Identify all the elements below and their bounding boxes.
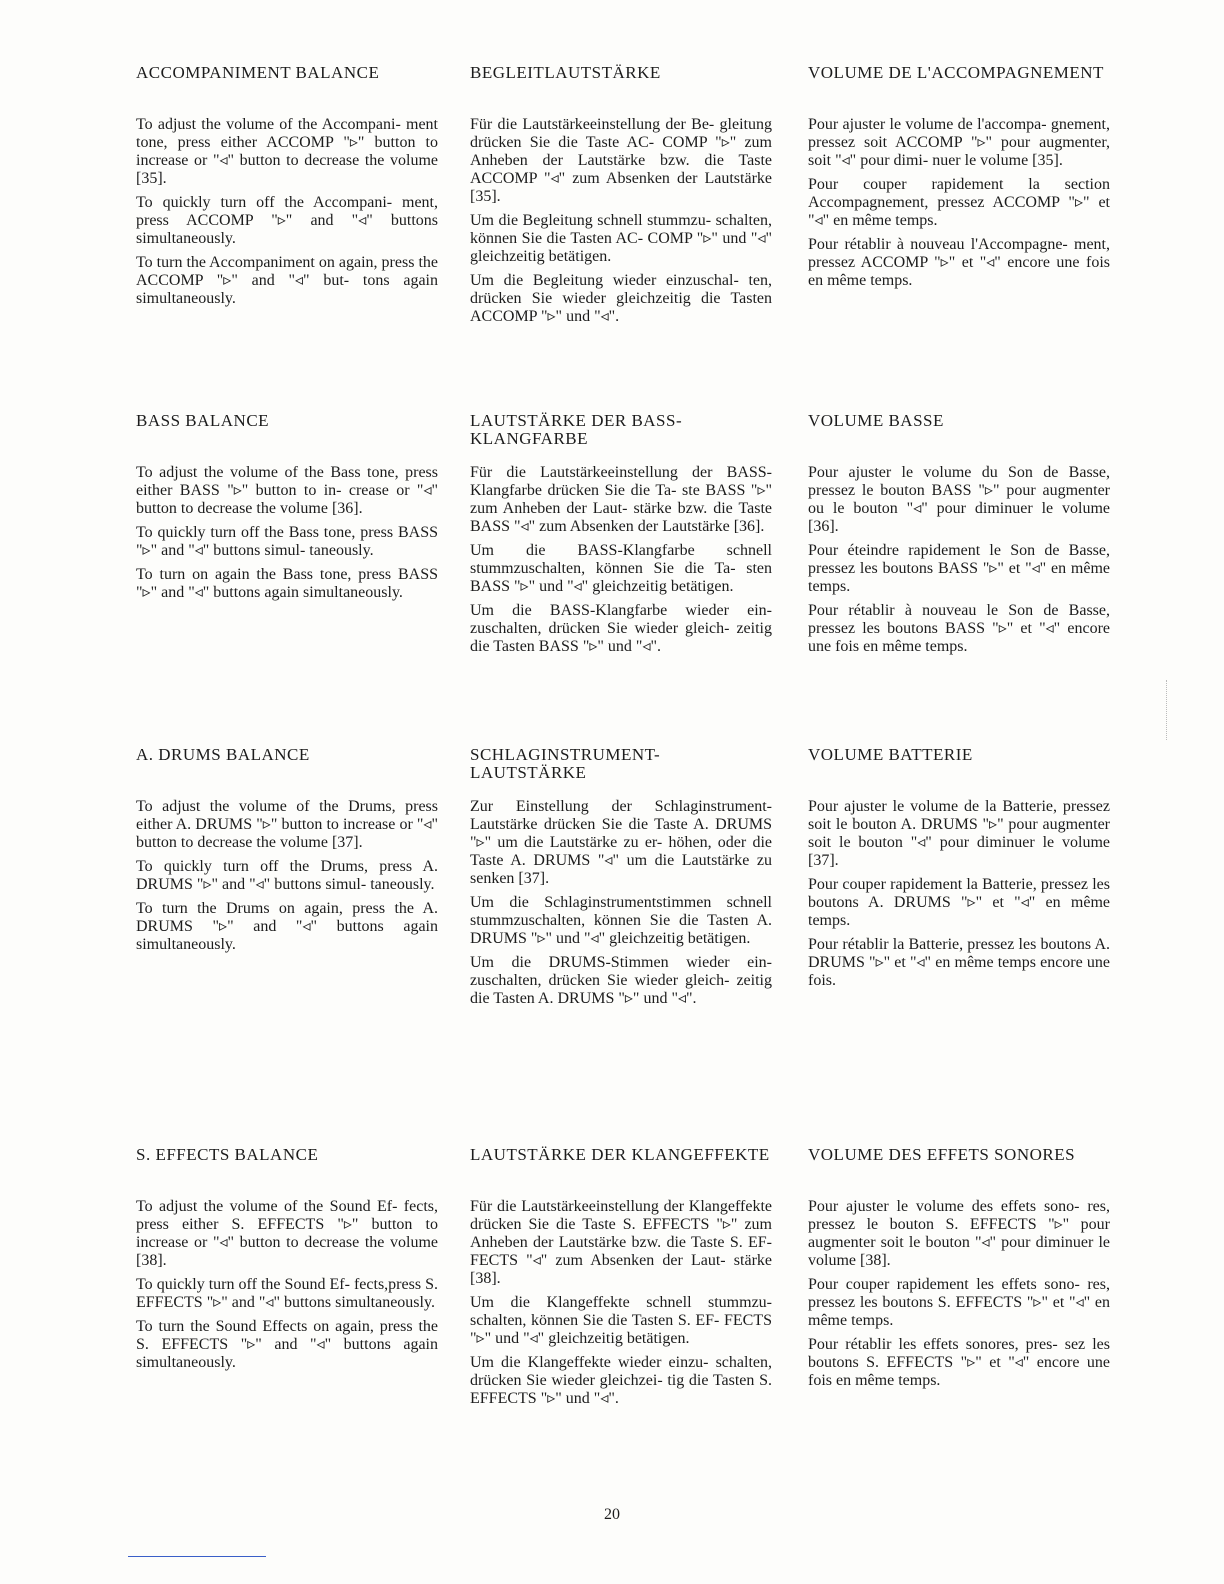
bass-balance-en — [136, 412, 438, 742]
section-heading: SCHLAGINSTRUMENT- LAUTSTÄRKE — [470, 745, 661, 782]
section-heading: BASS BALANCE — [136, 411, 270, 430]
section-heading: VOLUME BATTERIE — [808, 745, 973, 764]
paragraph: Um die DRUMS-Stimmen wieder ein- zuschalten, drücken Sie wieder gleich- zeitig die Tasten A. DRUMS "▹" und "◃". — [470, 954, 772, 1007]
scan-artifact — [1166, 680, 1169, 740]
paragraph: Um die Schlaginstrumentstimmen schnell stummzuschalten, können Sie die Tasten A. DRUMS "▹" und "◃" gleichzeitig betätigen. — [470, 894, 772, 947]
footer-rule — [128, 1556, 266, 1557]
paragraph: To turn the Sound Effects on again, press the S. EFFECTS "▹" and "◃" buttons again simultaneously. — [136, 1318, 438, 1371]
paragraph: To quickly turn off the Drums, press A. DRUMS "▹" and "◃" buttons simul- taneously. — [136, 858, 438, 893]
paragraph: Pour éteindre rapidement le Son de Basse, pressez les boutons BASS "▹" et "◃" en même temps. — [808, 542, 1110, 595]
section-heading: A. DRUMS BALANCE — [136, 745, 310, 764]
paragraph: Pour ajuster le volume des effets sono- res, pressez le bouton S. EFFECTS "▹" pour augmenter soit le bouton "◃" pour diminuer le volume [38]. — [808, 1198, 1110, 1269]
section-heading: VOLUME DES EFFETS SONORES — [808, 1145, 1076, 1164]
paragraph: Um die BASS-Klangfarbe wieder ein- zuschalten, drücken Sie wieder gleich- zeitig die Tasten BASS "▹" und "◃". — [470, 602, 772, 655]
effects-balance-de — [470, 1146, 772, 1476]
paragraph: Um die Begleitung wieder einzuschal- ten, drücken Sie wieder gleichzeitig die Tasten ACCOMP "▹" und "◃". — [470, 272, 772, 325]
paragraph: Pour rétablir la Batterie, pressez les boutons A. DRUMS "▹" et "◃" en même temps encore une fois. — [808, 936, 1110, 989]
paragraph: To turn the Accompaniment on again, press the ACCOMP "▹" and "◃" but- tons again simultaneously. — [136, 254, 438, 307]
drums-balance-en — [136, 746, 438, 1076]
paragraph: To turn the Drums on again, press the A. DRUMS "▹" and "◃" buttons again simultaneously. — [136, 900, 438, 953]
drums-balance-de — [470, 746, 772, 1076]
paragraph: Pour ajuster le volume de l'accompa- gnement, pressez soit ACCOMP "▹" pour augmenter, soit "◃" pour dimi- nuer le volume [35]. — [808, 116, 1110, 169]
paragraph: Um die Klangeffekte wieder einzu- schalten, drücken Sie wieder gleichzei- tig die Tasten S. EFFECTS "▹" und "◃". — [470, 1354, 772, 1407]
section-heading: VOLUME DE L'ACCOMPAGNEMENT — [808, 63, 1104, 82]
accompaniment-balance-en — [136, 64, 438, 394]
page-number: 20 — [604, 1506, 620, 1523]
drums-balance-fr — [808, 746, 1110, 1076]
paragraph: To adjust the volume of the Sound Ef- fects, press either S. EFFECTS "▹" button to increase or "◃" button to decrease the volume [38]. — [136, 1198, 438, 1269]
paragraph: Pour couper rapidement les effets sono- res, pressez les boutons S. EFFECTS "▹" et "◃" en même temps. — [808, 1276, 1110, 1329]
paragraph: Für die Lautstärkeeinstellung der Klangeffekte drücken Sie die Taste S. EFFECTS "▹" zum Anheben der Lautstärke bzw. die Taste S. EF- FECTS "◃" zum Absenken der Laut- stärke [38]. — [470, 1198, 772, 1287]
section-heading: S. EFFECTS BALANCE — [136, 1145, 319, 1164]
paragraph: Um die Begleitung schnell stummzu- schalten, können Sie die Tasten AC- COMP "▹" und "◃" gleichzeitig betätigen. — [470, 212, 772, 265]
effects-balance-fr — [808, 1146, 1110, 1476]
paragraph: Pour couper rapidement la section Accompagnement, pressez ACCOMP "▹" et "◃" en même temps. — [808, 176, 1110, 229]
paragraph: To adjust the volume of the Accompani- ment tone, press either ACCOMP "▹" button to increase or "◃" button to decrease the volume [35]. — [136, 116, 438, 187]
paragraph: To adjust the volume of the Drums, press either A. DRUMS "▹" button to increase or "◃" button to decrease the volume [37]. — [136, 798, 438, 851]
effects-balance-en — [136, 1146, 438, 1476]
paragraph: To quickly turn off the Accompani- ment, press ACCOMP "▹" and "◃" buttons simultaneously. — [136, 194, 438, 247]
paragraph: Pour couper rapidement la Batterie, pressez les boutons A. DRUMS "▹" et "◃" en même temps. — [808, 876, 1110, 929]
bass-balance-fr — [808, 412, 1110, 742]
section-heading: VOLUME BASSE — [808, 411, 944, 430]
paragraph: Für die Lautstärkeeinstellung der BASS-Klangfarbe drücken Sie die Ta- ste BASS "▹" zum Anheben der Laut- stärke bzw. die Taste BASS "◃" zum Absenken der Lautstärke [36]. — [470, 464, 772, 535]
section-heading: LAUTSTÄRKE DER BASS- KLANGFARBE — [470, 411, 683, 448]
paragraph: To turn on again the Bass tone, press BASS "▹" and "◃" buttons again simultaneously. — [136, 566, 438, 601]
section-heading: LAUTSTÄRKE DER KLANGEFFEKTE — [470, 1145, 770, 1164]
paragraph: To adjust the volume of the Bass tone, press either BASS "▹" button to in- crease or "◃" button to decrease the volume [36]. — [136, 464, 438, 517]
paragraph: Pour rétablir à nouveau le Son de Basse, pressez les boutons BASS "▹" et "◃" encore une fois en même temps. — [808, 602, 1110, 655]
section-heading: BEGLEITLAUTSTÄRKE — [470, 63, 661, 82]
paragraph: Pour ajuster le volume de la Batterie, pressez soit le bouton A. DRUMS "▹" pour augmenter soit le bouton "◃" pour diminuer le volume [37]. — [808, 798, 1110, 869]
section-heading: ACCOMPANIMENT BALANCE — [136, 63, 380, 82]
bass-balance-de — [470, 412, 772, 742]
paragraph: Zur Einstellung der Schlaginstrument- Lautstärke drücken Sie die Taste A. DRUMS "▹" um die Lautstärke zu er- höhen, oder die Taste A. DRUMS "◃" um die Lautstärke zu senken [37]. — [470, 798, 772, 887]
accompaniment-balance-de — [470, 64, 772, 394]
paragraph: Pour rétablir les effets sonores, pres- sez les boutons S. EFFECTS "▹" et "◃" encore une fois en même temps. — [808, 1336, 1110, 1389]
paragraph: Für die Lautstärkeeinstellung der Be- gleitung drücken Sie die Taste AC- COMP "▹" zum Anheben der Lautstärke bzw. die Taste ACCOMP "◃" zum Absenken der Lautstärke [35]. — [470, 116, 772, 205]
paragraph: Um die Klangeffekte schnell stummzu- schalten, können Sie die Tasten S. EF- FECTS "▹" und "◃" gleichzeitig betätigen. — [470, 1294, 772, 1347]
paragraph: Um die BASS-Klangfarbe schnell stummzuschalten, können Sie die Ta- sten BASS "▹" und "◃" gleichzeitig betätigen. — [470, 542, 772, 595]
paragraph: Pour ajuster le volume du Son de Basse, pressez le bouton BASS "▹" pour augmenter ou le bouton "◃" pour diminuer le volume [36]. — [808, 464, 1110, 535]
accompaniment-balance-fr — [808, 64, 1110, 394]
paragraph: Pour rétablir à nouveau l'Accompagne- ment, pressez ACCOMP "▹" et "◃" encore une fois en même temps. — [808, 236, 1110, 289]
paragraph: To quickly turn off the Bass tone, press BASS "▹" and "◃" buttons simul- taneously. — [136, 524, 438, 559]
paragraph: To quickly turn off the Sound Ef- fects,press S. EFFECTS "▹" and "◃" buttons simultaneously. — [136, 1276, 438, 1311]
